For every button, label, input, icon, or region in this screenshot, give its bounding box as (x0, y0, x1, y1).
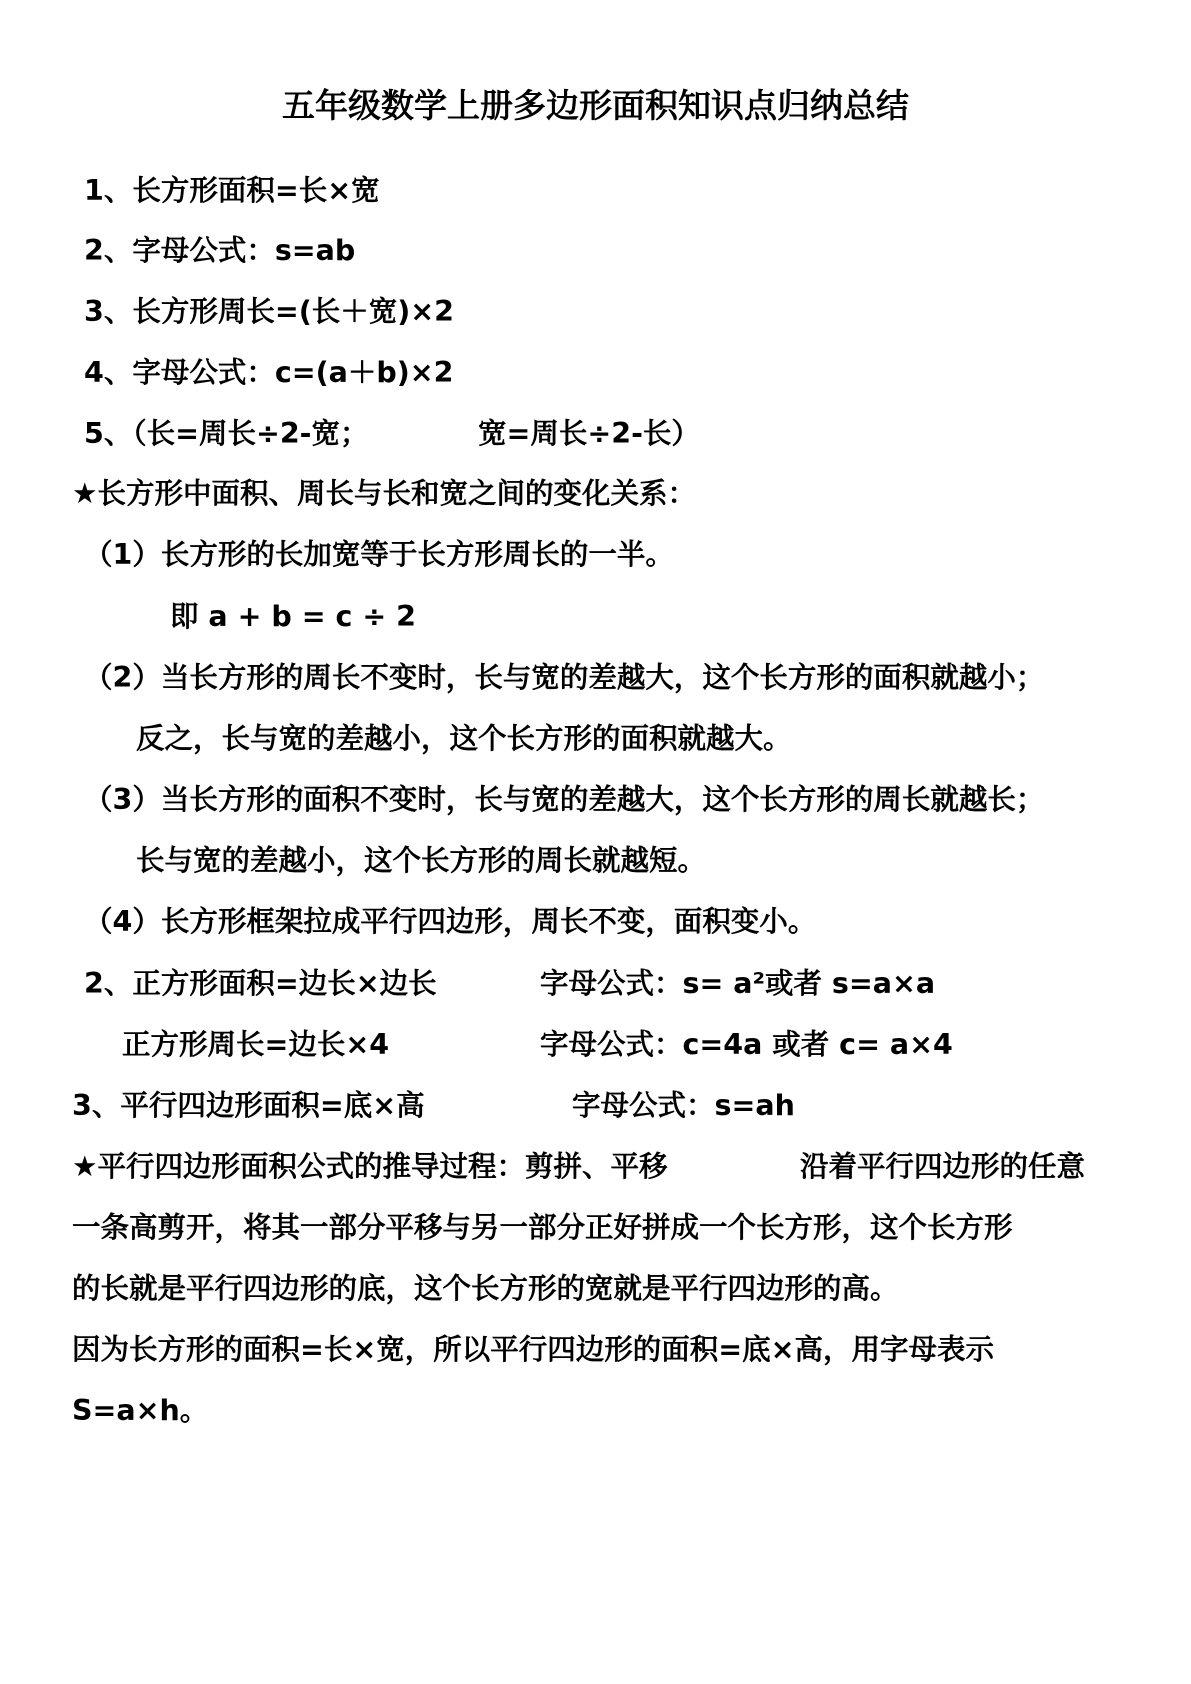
parallelogram-derivation-line-5: S=a×h。 (72, 1394, 209, 1427)
rect-perimeter-formula-line: 4、字母公式：c=(a＋b)×2 (84, 356, 454, 389)
parallelogram-area-line: 3、平行四边形面积=底×高 (72, 1089, 425, 1122)
relation-heading: ★长方形中面积、周长与长和宽之间的变化关系： (72, 477, 697, 510)
square-perimeter-line: 正方形周长=边长×4 (122, 1028, 390, 1061)
relation-point-1-formula: 即 a + b = c ÷ 2 (170, 600, 416, 633)
relation-point-4: （4）长方形框架拉成平行四边形，周长不变，面积变小。 (84, 905, 817, 938)
relation-point-1: （1）长方形的长加宽等于长方形周长的一半。 (84, 538, 674, 571)
rect-area-formula-line: 2、字母公式：s=ab (84, 234, 356, 267)
parallelogram-derivation-line-3: 的长就是平行四边形的底，这个长方形的宽就是平行四边形的高。 (72, 1272, 899, 1305)
parallelogram-derivation-line-1a: ★平行四边形面积公式的推导过程：剪拼、平移 (72, 1150, 668, 1183)
relation-point-2-line-2: 反之，长与宽的差越小，这个长方形的面积就越大。 (136, 722, 792, 755)
square-area-formula: 字母公式：s= a²或者 s=a×a (540, 967, 936, 1000)
square-perimeter-formula: 字母公式：c=4a 或者 c= a×4 (540, 1028, 953, 1061)
rect-length-width-relation-b: 宽=周长÷2-长） (478, 417, 700, 450)
parallelogram-derivation-line-4: 因为长方形的面积=长×宽，所以平行四边形的面积=底×高，用字母表示 (72, 1333, 995, 1366)
relation-point-2-line-1: （2）当长方形的周长不变时，长与宽的差越大，这个长方形的面积就越小； (84, 661, 1045, 694)
parallelogram-area-formula: 字母公式：s=ah (572, 1089, 795, 1122)
rect-perimeter-line: 3、长方形周长=(长＋宽)×2 (84, 295, 454, 328)
rect-length-width-relation-a: 5、（长=周长÷2-宽； (84, 417, 369, 450)
parallelogram-derivation-line-1b: 沿着平行四边形的任意 (800, 1150, 1086, 1183)
parallelogram-derivation-line-2: 一条高剪开，将其一部分平移与另一部分正好拼成一个长方形，这个长方形 (72, 1211, 1013, 1244)
relation-point-3-line-1: （3）当长方形的面积不变时，长与宽的差越大，这个长方形的周长就越长； (84, 783, 1045, 816)
document-title: 五年级数学上册多边形面积知识点归纳总结 (282, 86, 909, 125)
relation-point-3-line-2: 长与宽的差越小，这个长方形的周长就越短。 (136, 844, 707, 877)
square-area-line: 2、正方形面积=边长×边长 (84, 967, 437, 1000)
rect-area-line: 1、长方形面积=长×宽 (84, 174, 380, 207)
